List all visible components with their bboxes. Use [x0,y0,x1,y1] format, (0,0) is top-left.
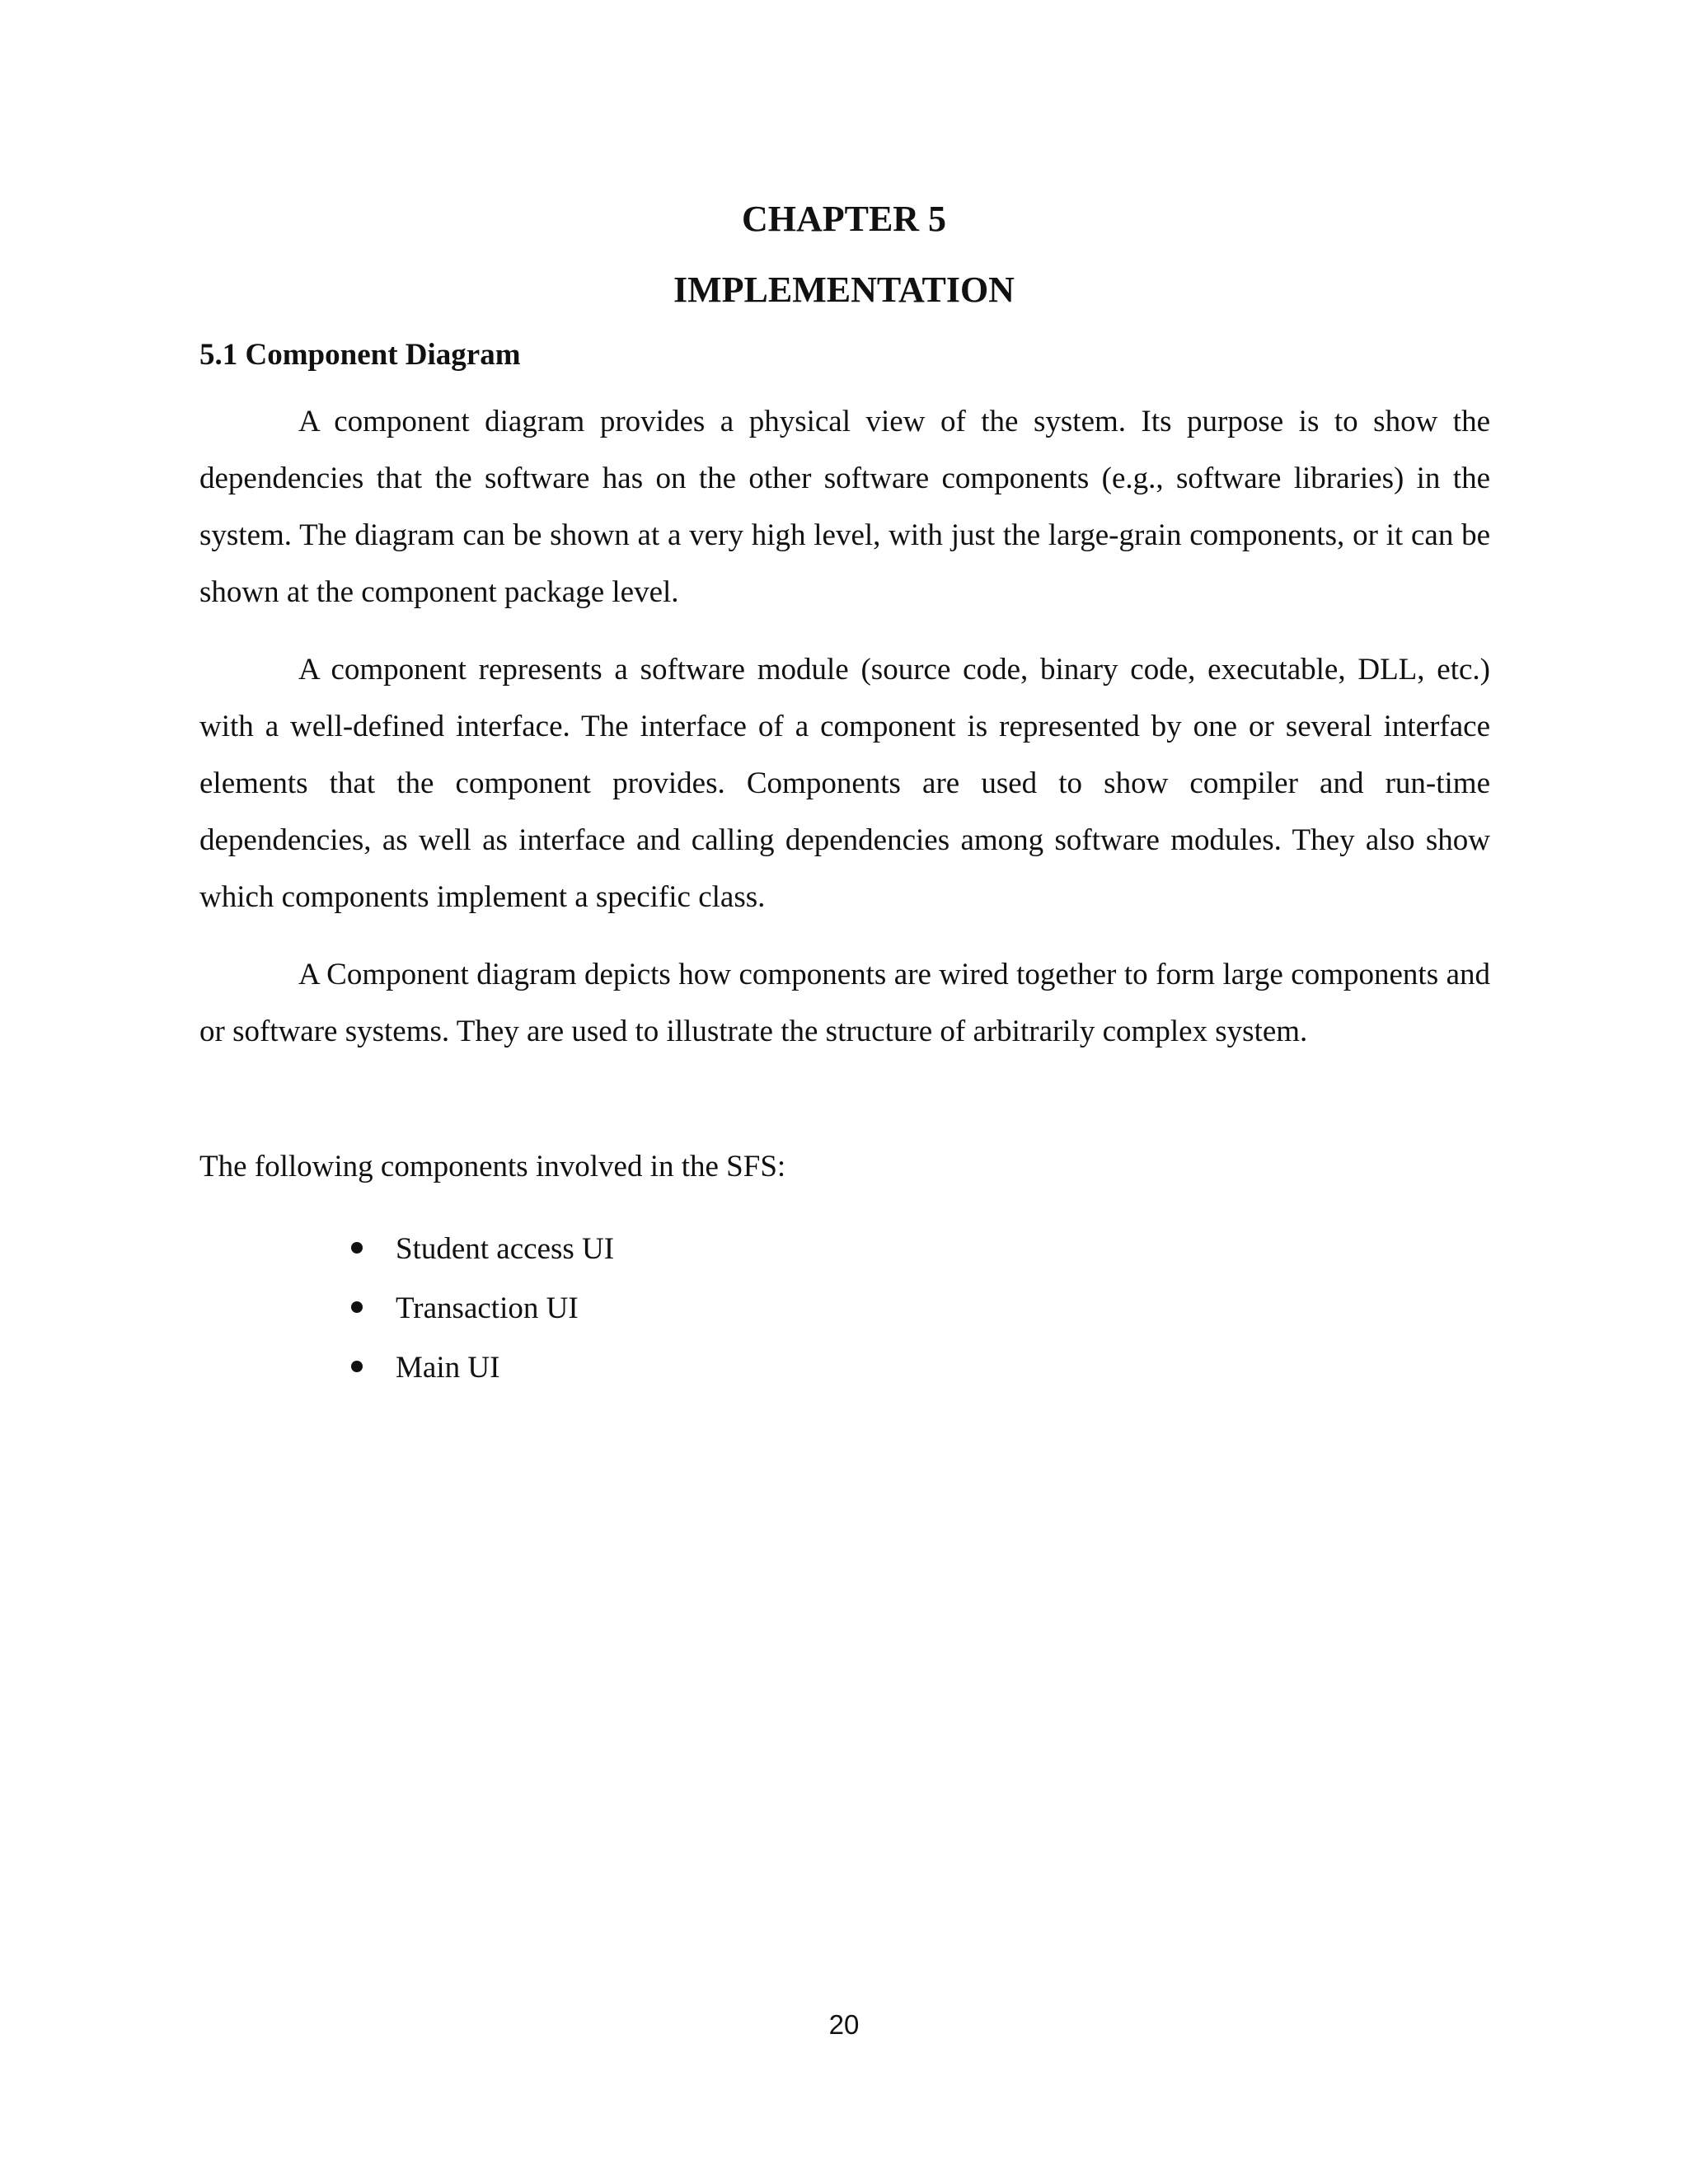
list-item-label: Student access UI [396,1232,615,1266]
list-item-label: Transaction UI [396,1291,579,1325]
paragraph-component-definition: A component represents a software module (source code, binary code, executable, DLL, etc.) with a well-defined interface. The interface of a component is represented by one or several interface elements that the component provides. Components are used to show compiler and run-time dependencies, as well as interface and calling dependencies among software modules. They also show which components implement a specific class. [199,653,1490,914]
page-number: 20 [828,2009,860,2040]
paragraph-component-diagram-purpose: A component diagram provides a physical view of the system. Its purpose is to show the dependencies that the software has on the other software components (e.g., software libraries) in the system. The diagram can be shown at a very high level, with just the large-grain components, or it can be shown at the component package level. [199,405,1490,609]
bullet-icon [351,1361,363,1372]
paragraph-component-wiring: A Component diagram depicts how components are wired together to form large components and or software systems. They are used to illustrate the structure of arbitrarily complex system. [199,958,1490,1048]
list-intro: The following components involved in the SFS: [199,1150,786,1183]
list-item-label: Main UI [396,1351,500,1385]
bullet-icon [351,1301,363,1313]
bullet-icon [351,1242,363,1254]
section-heading: 5.1 Component Diagram [199,338,521,372]
chapter-subtitle: IMPLEMENTATION [673,269,1015,310]
chapter-title: CHAPTER 5 [741,199,947,239]
